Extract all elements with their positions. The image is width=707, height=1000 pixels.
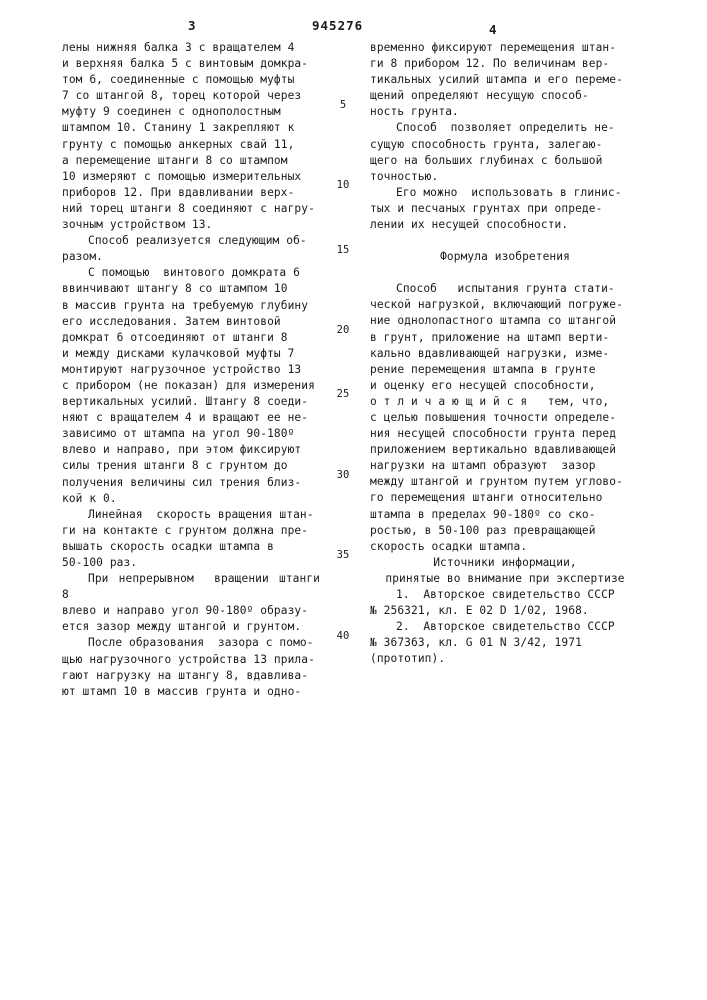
line-number: 15 — [336, 244, 350, 256]
patent-number: 945276 — [312, 18, 364, 33]
line-number: 30 — [336, 469, 350, 481]
paragraph: Линейная скорость вращения штан- ги на контакте с грунтом должна пре- вышать скорость осадки штампа в 50-100 раз. — [62, 507, 314, 569]
paragraph: Способ реализуется следующим об- разом. — [62, 234, 307, 264]
paragraph: С помощью винтового домкрата 6 ввинчивают штангу 8 со штампом 10 в массив грунта на требуемую глубину его исследования. Затем винтовой домкрат 6 отсоединяют от штанги 8 и между дисками кулачковой муфты 7 монтируют нагрузочное устройство 13 с прибором (не показан) для измерения вертикальных усилий. Штангу 8 соеди- няют с вращателем 4 и вращают ее не- зависимо от штампа на угол 90-180º влево и направо, при этом фиксируют силы трения штанги 8 с грунтом до получения величины сил трения близ- кой к 0. — [62, 266, 315, 505]
paragraph: Способ позволяет определить не- сущую способность грунта, залегаю- щего на больших глубинах с большой точностью. — [370, 121, 615, 183]
line-number: 10 — [336, 179, 350, 191]
page-header — [0, 18, 707, 38]
line-number: 35 — [336, 549, 350, 561]
line-number: 40 — [336, 630, 350, 642]
paragraph: лены нижняя балка 3 с вращателем 4 и верхняя балка 5 с винтовым домкра- том 6, соединенные с помощью муфты 7 со штангой 8, торец которой через муфту 9 соединен с однополостным штампом 10. Станину 1 закрепляют к грунту с помощью анкерных свай 11, а перемещение штанги 8 со штампом 10 измеряют с помощью измерительных приборов 12. При вдавливании верх- ний торец штанги 8 соединяют с нагру- зочным устройством 13. — [62, 41, 315, 232]
paragraph: После образования зазора с помо- щью нагрузочного устройства 13 прила- гают нагрузку на штангу 8, вдавлива- ют штамп 10 в массив грунта и одно- — [62, 636, 315, 698]
line-number: 20 — [336, 324, 350, 336]
left-column-number: 3 — [188, 18, 197, 33]
line-number: 25 — [336, 388, 350, 400]
right-column-number: 4 — [489, 22, 498, 37]
formula-heading: Формула изобретения — [440, 250, 570, 264]
left-text-column — [62, 40, 320, 700]
source-item: 2. Авторское свидетельство СССР № 367363, кл. G 01 N 3/42, 1971 (прототип). — [370, 620, 615, 666]
source-item: 1. Авторское свидетельство СССР № 256321, кл. Е 02 D 1/02, 1968. — [370, 588, 615, 618]
claim-text: Способ испытания грунта стати- ческой нагрузкой, включающий погруже- ние однолопастного штампа со штангой в грунт, приложение на штамп верти- кально вдавливающей нагрузки, изме- рение перемещения штампа в грунте и оценку его несущей способности, о т л и ч а ю щ и й с я тем, что, с целью повышения точности определе- ния несущей способности грунта перед приложением вертикально вдавливающей нагрузки на штамп образуют зазор между штангой и грунтом путем углово- го перемещения штанги относительно штампа в пределах 90-180º со ско- ростью, в 50-100 раз превращающей скорость осадки штампа. — [370, 282, 623, 553]
sources-heading: Источники информации, принятые во внимание при экспертизе — [385, 555, 625, 585]
paragraph: При непрерывном вращении штанги 8 влево и направо угол 90-180º образу- ется зазор между штангой и грунтом. — [62, 572, 320, 634]
line-number: 5 — [339, 99, 347, 111]
paragraph: временно фиксируют перемещения штан- ги 8 прибором 12. По величинам вер- тикальных усилий штампа и его переме- щений определяют несущую способ- ность грунта. — [370, 41, 623, 119]
right-text-column — [370, 40, 640, 667]
paragraph: Его можно использовать в глинис- тых и песчаных грунтах при опреде- лении их несущей способности. — [370, 185, 622, 232]
